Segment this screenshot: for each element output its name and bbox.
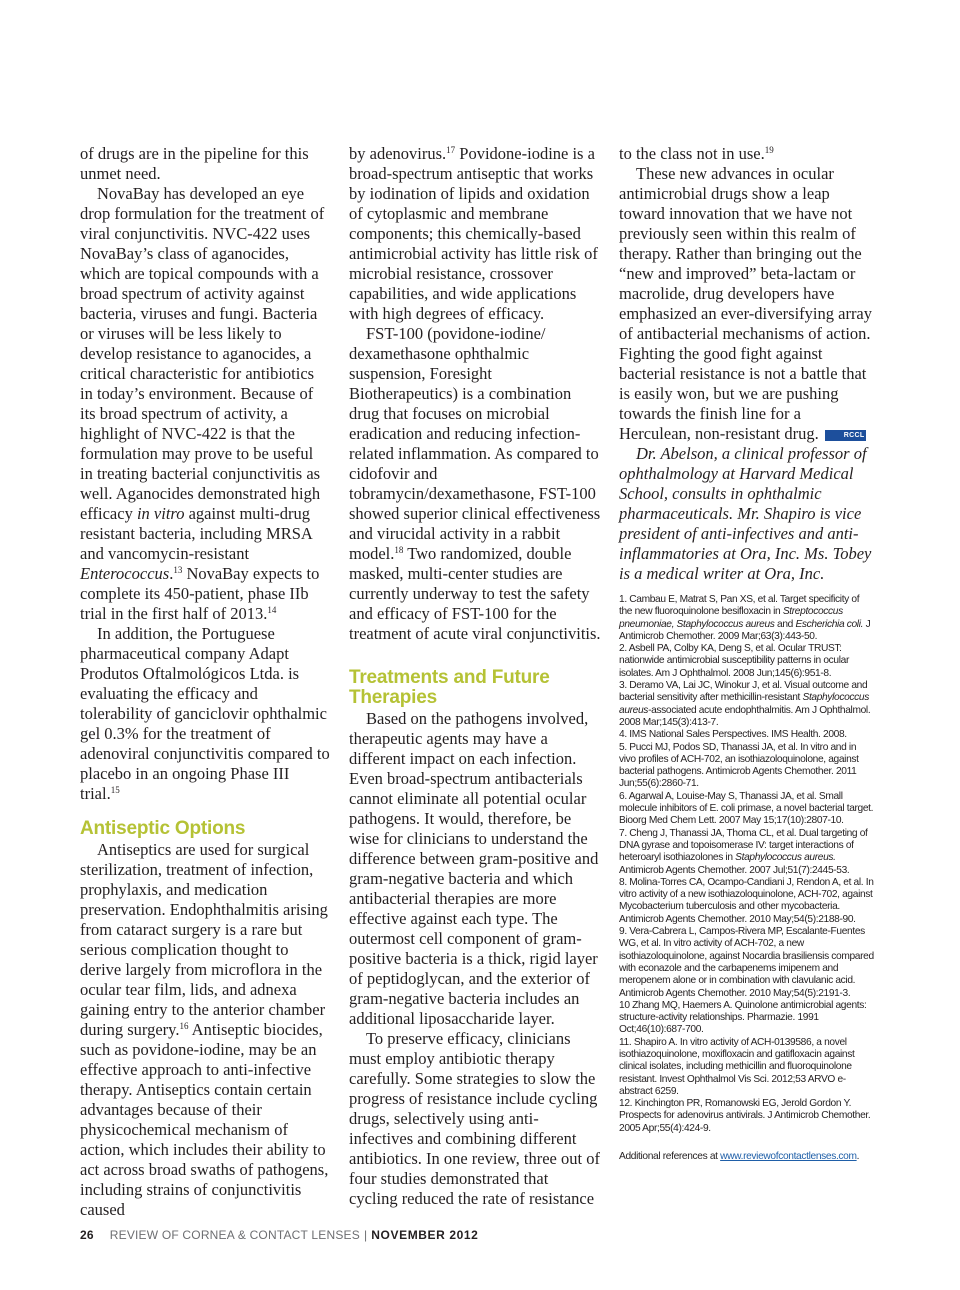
paragraph: Based on the pathogens involved, therapeutic agents may have a different impact on each infection. Even broad-spectrum antibacterials cannot eliminate all potential ocular pathogens. It would, therefore, be wise for clinicians to understand the difference between gram-positive and gram-negative bacteria and which antibacterial therapies are more effective against each type. The outermost cell component of gram-positive bacteria is a thick, rigid layer of peptidoglycan, and the exterior of gram-negative bacteria includes an additional liposaccharide layer. (349, 709, 599, 1028)
paragraph: by adenovirus.$^{17}$ Povidone-iodine is a broad-spectrum antiseptic that works by iodination of lipids and oxidation of cytoplasmic and membrane components; this chemically-based antimicrobial activity has little risk of microbial resistance, crossover capabilities, and wide applications with high degrees of efficacy. (349, 144, 598, 323)
citation-marker: 17 (446, 145, 456, 155)
author-byline: Dr. Abelson, a clinical professor of ophthalmology at Harvard Medical School, consults in ophthalmic pharmaceuticals. Mr. Shapiro is vice president of anti-infectives and anti-inflammatories at Ora, Inc. Ms. Tobey is a medical writer at Ora, Inc. (619, 444, 872, 583)
article-column-1 (80, 144, 330, 1220)
page-number: 26 (80, 1228, 94, 1242)
reference-item: 8. Molina-Torres CA, Ocampo-Candiani J, Rendon A, et al. In vitro activity of a new isothiazoloquinolone, ACH-702, against Mycobacterium tuberculosis and other mycobacteria. Antimicrob Agents Chemother. 2010 May;54(5):2188-90. (619, 876, 874, 925)
footer-separator: | (363, 1228, 368, 1242)
section-heading-antiseptic: Antiseptic Options (80, 818, 246, 839)
reference-item: 6. Agarwal A, Louise-May S, Thanassi JA, et al. Small molecule inhibitors of E. coli primase, a novel bacterial target. Bioorg Med Chem Lett. 2007 May 15;17(10):2807-10. (619, 790, 874, 827)
page-footer (80, 1228, 478, 1242)
references-website-link[interactable]: www.reviewofcontactlenses.com (720, 1151, 857, 1163)
citation-marker: 15 (110, 785, 120, 795)
reference-item: 11. Shapiro A. In vitro activity of ACH-0139586, a novel isothiazoquinolone, moxifloxacin and gatifloxacin against clinical isolates, including methicillin and fluoroquinolone resistant. Invest Ophthalmol Vis Sci. 2012;53 ARVO e-abstract 6259. (619, 1036, 855, 1097)
citation-marker: 18 (394, 545, 404, 555)
citation-marker: 16 (179, 1021, 189, 1031)
reference-item: 9. Vera-Cabrera L, Campos-Rivera MP, Escalante-Fuentes WG, et al. In vitro activity of ACH-702, a new isothiazoloquinolone, against Nocardia brasiliensis compared with econazole and the carbapenems imipenem and meropenem alone or in combination with clavulanic acid. Antimicrob Agents Chemother. 2010 May;54(5):2191-3. (619, 926, 874, 999)
paragraph: of drugs are in the pipeline for this unmet need. (80, 144, 309, 183)
reference-item: 4. IMS National Sales Perspectives. IMS Health. 2008. (619, 729, 847, 741)
additional-references: Additional references at www.reviewofcontactlenses.com. (619, 1151, 860, 1163)
reference-item: 3. Deramo VA, Lai JC, Winokur J, et al. Visual outcome and bacterial sensitivity after methicillin-resistant Staphylococcus aureus-associated acute endophthalmitis. Am J Ophthalmol. 2008 Mar;145(3):413-7. (619, 680, 871, 728)
paragraph: Antiseptics are used for surgical sterilization, treatment of infection, prophylaxis, and medication preservation. Endophthalmitis arising from cataract surgery is a rare but serious complication thought to derive largely from microflora in the ocular tear film, lids, and adnexa gaining entry to the anterior chamber during surgery.$^{16}$ Antiseptic biocides, such as povidone-iodine, may be an effective approach to anti-infective therapy. Antiseptics contain certain advantages because of their physicochemical mechanism of action, which includes their ability to act across broad swaths of pathogens, including strains of conjunctivitis caused (80, 840, 329, 1219)
paragraph: To preserve efficacy, clinicians must employ antibiotic therapy carefully. Some strategies to slow the progress of resistance include cycling drugs, selectively using anti-infectives and combining different antibiotics. In one review, three out of four studies demonstrated that cycling reduced the rate of resistance (349, 1029, 600, 1208)
paragraph: These new advances in ocular antimicrobial drugs show a leap toward innovation that we have not previously seen within this realm of therapy. Rather than bringing out the “new and improved” beta-lactam or macrolide, drug developers have emphasized an ever-diversifying array of antibacterial mechanisms of action. Fighting the good fight against bacterial resistance is not a battle that is easily won, but we are pushing towards the finish line for a Herculean, non-resistant drug. RCCL (619, 164, 873, 443)
reference-item: 2. Asbell PA, Colby KA, Deng S, et al. Ocular TRUST: nationwide antimicrobial susceptibility patterns in ocular isolates. Am J Ophthalmol. 2008 Jun;145(6):951-8. (619, 643, 849, 679)
article-column-3 (619, 144, 874, 584)
reference-item: 10 Zhang MQ, Haemers A. Quinolone antimicrobial agents: structure-activity relationships. Pharmazie. 1991 Oct;46(10):687-700. (619, 999, 867, 1036)
reference-item: 1. Cambau E, Matrat S, Pan XS, et al. Target specificity of the new fluoroquinolone besifloxacin in Streptococcus pneumoniae, Staphylococcus aureus and Escherichia coli. J Antimicrob Chemother. 2009 Mar;63(3):443-50. (619, 594, 871, 642)
paragraph: FST-100 (povidone-iodine/ dexamethasone ophthalmic suspension, Foresight Biotherapeutics) is a combination drug that focuses on microbial eradication and reducing infection-related inflammation. As compared to cidofovir and tobramycin/dexamethasone, FST-100 showed superior clinical effectiveness and virucidal activity in a rabbit model.$^{18}$ Two randomized, double masked, multi-center studies are currently underway to test the safety and efficacy of FST-100 for the treatment of acute viral conjunctivitis. (349, 324, 601, 643)
end-of-article-logo: RCCL (825, 430, 867, 441)
issue-date: NOVEMBER 2012 (371, 1228, 479, 1242)
reference-item: 12. Kinchington PR, Romanowski EG, Jerold Gordon Y. Prospects for adenovirus antivirals. J Antimicrob Chemother. 2005 Apr;55(4):424-9. (619, 1098, 871, 1134)
publication-name: REVIEW OF CORNEA & CONTACT LENSES (109, 1228, 360, 1242)
citation-marker: 19 (764, 145, 774, 155)
reference-item: 5. Pucci MJ, Podos SD, Thanassi JA, et al. In vitro and in vivo profiles of ACH-702, an isothiazoloquinolone, against bacterial pathogens. Antimicrob Agents Chemother. 2011 Jun;55(6):2860-71. (619, 741, 859, 790)
citation-marker: 13 (173, 565, 183, 575)
article-column-2 (349, 144, 601, 1209)
paragraph: In addition, the Portuguese pharmaceutical company Adapt Produtos Oftalmológicos Ltda. is evaluating the efficacy and tolerability of ganciclovir ophthalmic gel 0.3% for the treatment of adenoviral conjunctivitis compared to placebo in an ongoing Phase III trial.$^{15}$ (80, 624, 330, 803)
section-heading-treatments: Treatments and Future Therapies (349, 667, 550, 708)
paragraph: to the class not in use.$^{19}$ (619, 144, 774, 163)
citation-marker: 14 (267, 605, 277, 615)
reference-item: 7. Cheng J, Thanassi JA, Thoma CL, et al. Dual targeting of DNA gyrase and topoisomerase IV: target interactions of heteroaryl isothiazolones in Staphylococcus aureus. Antimicrob Agents Chemother. 2007 Jul;51(7):2445-53. (619, 827, 868, 876)
paragraph: NovaBay has developed an eye drop formulation for the treatment of viral conjunctivitis. NVC-422 uses NovaBay’s class of aganocides, which are topical compounds with a broad spectrum of activity against bacteria, viruses and fungi. Bacteria or viruses will be less likely to develop resistance to aganocides, a critical characteristic for antibiotics in today’s environment. Because of its broad spectrum of activity, a highlight of NVC-422 is that the formulation may prove to be useful in treating bacterial conjunctivitis as well. Aganocides demonstrated high efficacy in vitro against multi-drug resistant bacteria, including MRSA and vancomycin-resistant Enterococcus.$^{13}$ NovaBay expects to complete its 450-patient, phase IIb trial in the first half of 2013.14 (80, 184, 325, 623)
references-list (619, 594, 874, 1163)
